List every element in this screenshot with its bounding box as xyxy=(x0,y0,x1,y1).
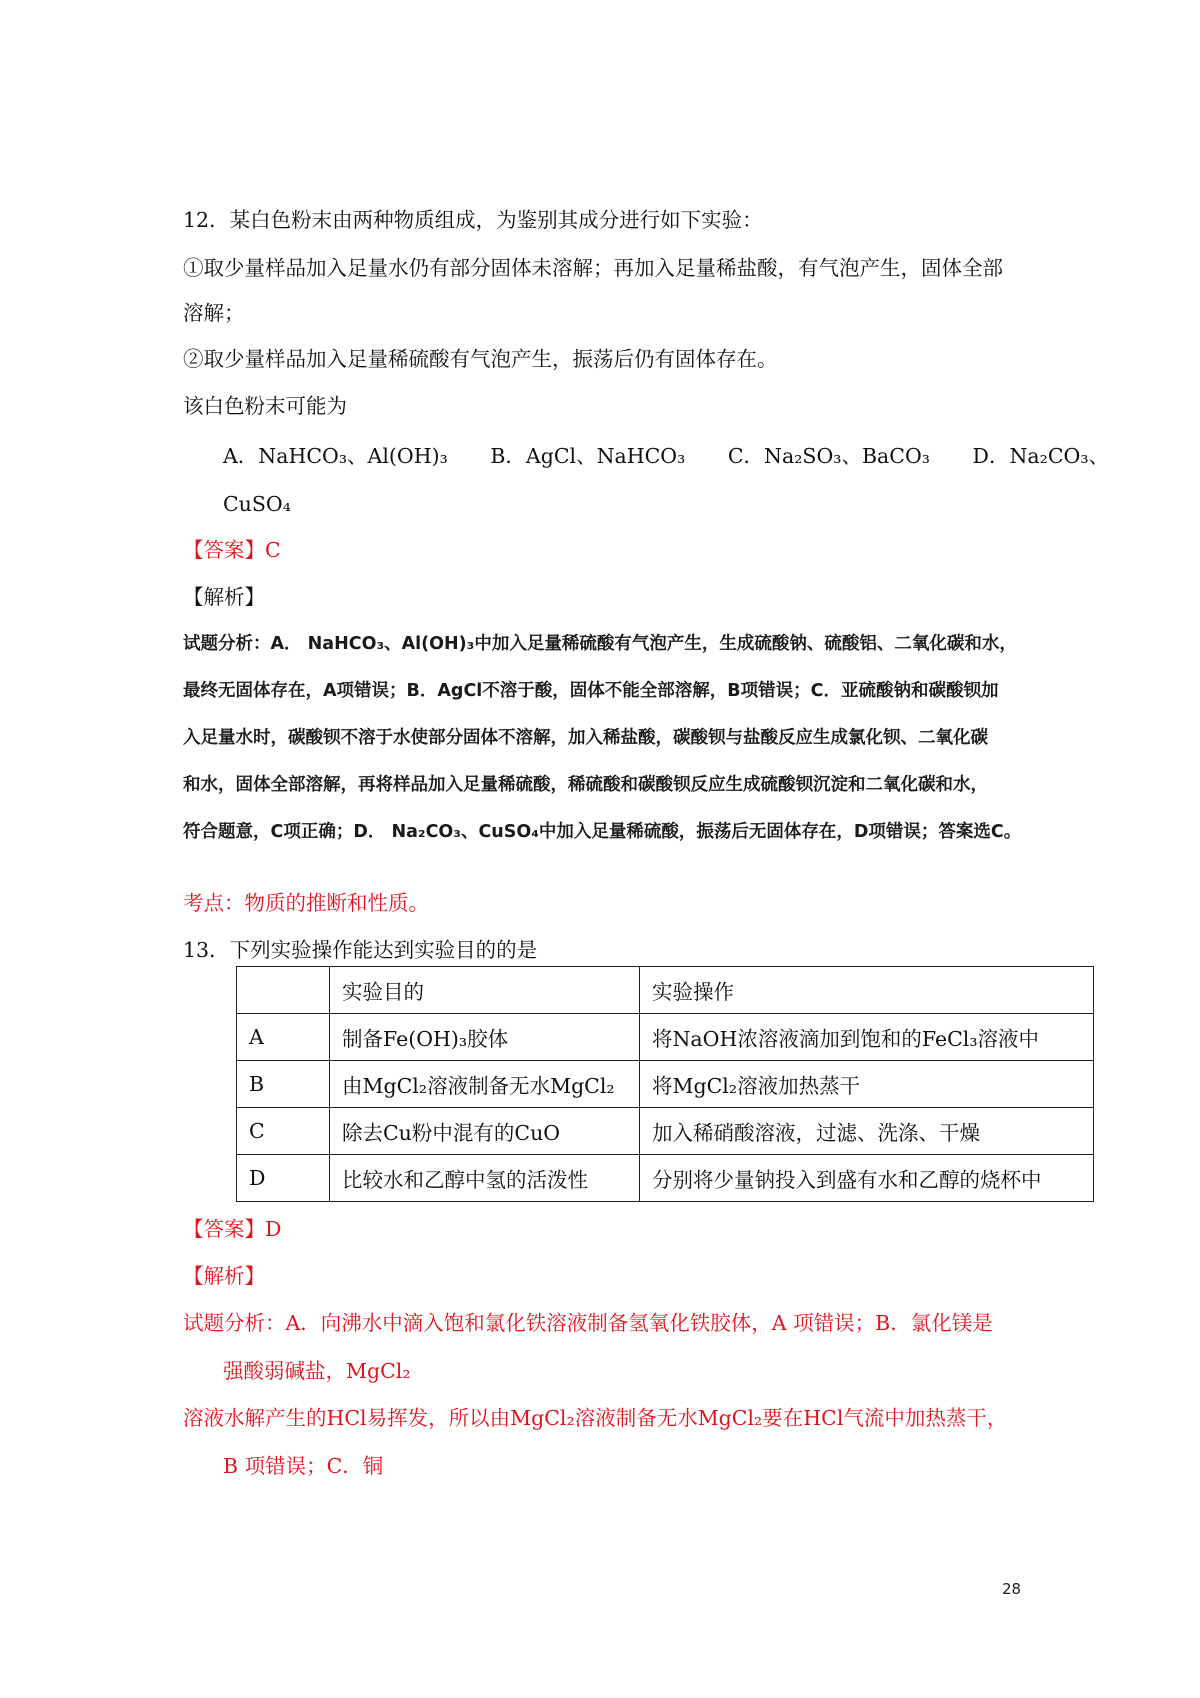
table-cell: C xyxy=(237,1108,330,1155)
table-header-row xyxy=(237,967,1094,1014)
q12-analysis-line: 入足量水时，碳酸钡不溶于水使部分固体不溶解，加入稀盐酸，碳酸钡与盐酸反应生成氯化钡、二氧化碳 xyxy=(183,728,988,748)
q13-analysis-line: 溶液水解产生的HCl易挥发，所以由MgCl₂溶液制备无水MgCl₂要在HCl气流中加热蒸干， xyxy=(183,1406,1008,1430)
table-cell: 加入稀硝酸溶液，过滤、洗涤、干燥 xyxy=(640,1108,1094,1155)
q12-step1-line1: ①取少量样品加入足量水仍有部分固体未溶解；再加入足量稀盐酸，有气泡产生，固体全部 xyxy=(183,256,1003,280)
q13-analysis-line: 试题分析：A．向沸水中滴入饱和氯化铁溶液制备氢氧化铁胶体，A 项错误；B．氯化镁是 xyxy=(183,1311,993,1335)
table-cell: A xyxy=(237,1014,330,1061)
table-cell: 分别将少量钠投入到盛有水和乙醇的烧杯中 xyxy=(640,1155,1094,1202)
q13-stem: 13．下列实验操作能达到实验目的的是 xyxy=(183,938,538,962)
table-row xyxy=(237,1014,1094,1061)
q12-analysis-line: 最终无固体存在，A项错误；B．AgCl不溶于酸，固体不能全部溶解，B项错误；C．亚硫酸钠和碳酸钡加 xyxy=(183,681,999,701)
option-d-continued: CuSO₄ xyxy=(223,492,291,516)
q13-answer: 【答案】D xyxy=(183,1217,282,1241)
table-row xyxy=(237,1061,1094,1108)
q13-analysis-label: 【解析】 xyxy=(183,1264,265,1288)
table-header-cell xyxy=(237,967,330,1014)
table-cell: 除去Cu粉中混有的CuO xyxy=(330,1108,640,1155)
table-cell: 将MgCl₂溶液加热蒸干 xyxy=(640,1061,1094,1108)
option-d: D．Na₂CO₃、 xyxy=(972,444,1110,468)
table-row xyxy=(237,1155,1094,1202)
q12-step1-line2: 溶解； xyxy=(183,301,245,325)
table-header-cell: 实验操作 xyxy=(640,967,1094,1014)
q12-prompt: 该白色粉末可能为 xyxy=(183,394,347,418)
table-cell: 将NaOH浓溶液滴加到饱和的FeCl₃溶液中 xyxy=(640,1014,1094,1061)
page-number: 28 xyxy=(1002,1580,1022,1598)
experiment-table xyxy=(236,966,1094,1202)
table-row xyxy=(237,1108,1094,1155)
table-cell: 由MgCl₂溶液制备无水MgCl₂ xyxy=(330,1061,640,1108)
option-b: B．AgCl、NaHCO₃ xyxy=(490,444,686,468)
q13-analysis-line: B 项错误；C．铜 xyxy=(223,1454,384,1478)
q12-answer: 【答案】C xyxy=(183,538,281,562)
option-a: A．NaHCO₃、Al(OH)₃ xyxy=(223,444,448,468)
q12-step2: ②取少量样品加入足量稀硫酸有气泡产生，振荡后仍有固体存在。 xyxy=(183,347,778,371)
table-header-cell: 实验目的 xyxy=(330,967,640,1014)
table-cell: B xyxy=(237,1061,330,1108)
table-cell: 比较水和乙醇中氢的活泼性 xyxy=(330,1155,640,1202)
option-c: C．Na₂SO₃、BaCO₃ xyxy=(727,444,930,468)
q12-analysis-label: 【解析】 xyxy=(183,585,265,609)
table-cell: 制备Fe(OH)₃胶体 xyxy=(330,1014,640,1061)
q12-analysis-line: 符合题意，C项正确；D． Na₂CO₃、CuSO₄中加入足量稀硫酸，振荡后无固体存在，D项错误；答案选C。 xyxy=(183,822,1022,842)
q12-stem: 12．某白色粉末由两种物质组成，为鉴别其成分进行如下实验： xyxy=(183,208,763,232)
q12-kaodian: 考点：物质的推断和性质。 xyxy=(183,891,429,915)
q12-analysis-line: 试题分析：A． NaHCO₃、Al(OH)₃中加入足量稀硫酸有气泡产生，生成硫酸钠、硫酸铝、二氧化碳和水， xyxy=(183,634,1017,654)
q13-analysis-line: 强酸弱碱盐，MgCl₂ xyxy=(223,1359,411,1383)
q12-options xyxy=(223,442,1109,470)
table-cell: D xyxy=(237,1155,330,1202)
q12-analysis-line: 和水，固体全部溶解，再将样品加入足量稀硫酸，稀硫酸和碳酸钡反应生成硫酸钡沉淀和二氧化碳和水， xyxy=(183,775,988,795)
